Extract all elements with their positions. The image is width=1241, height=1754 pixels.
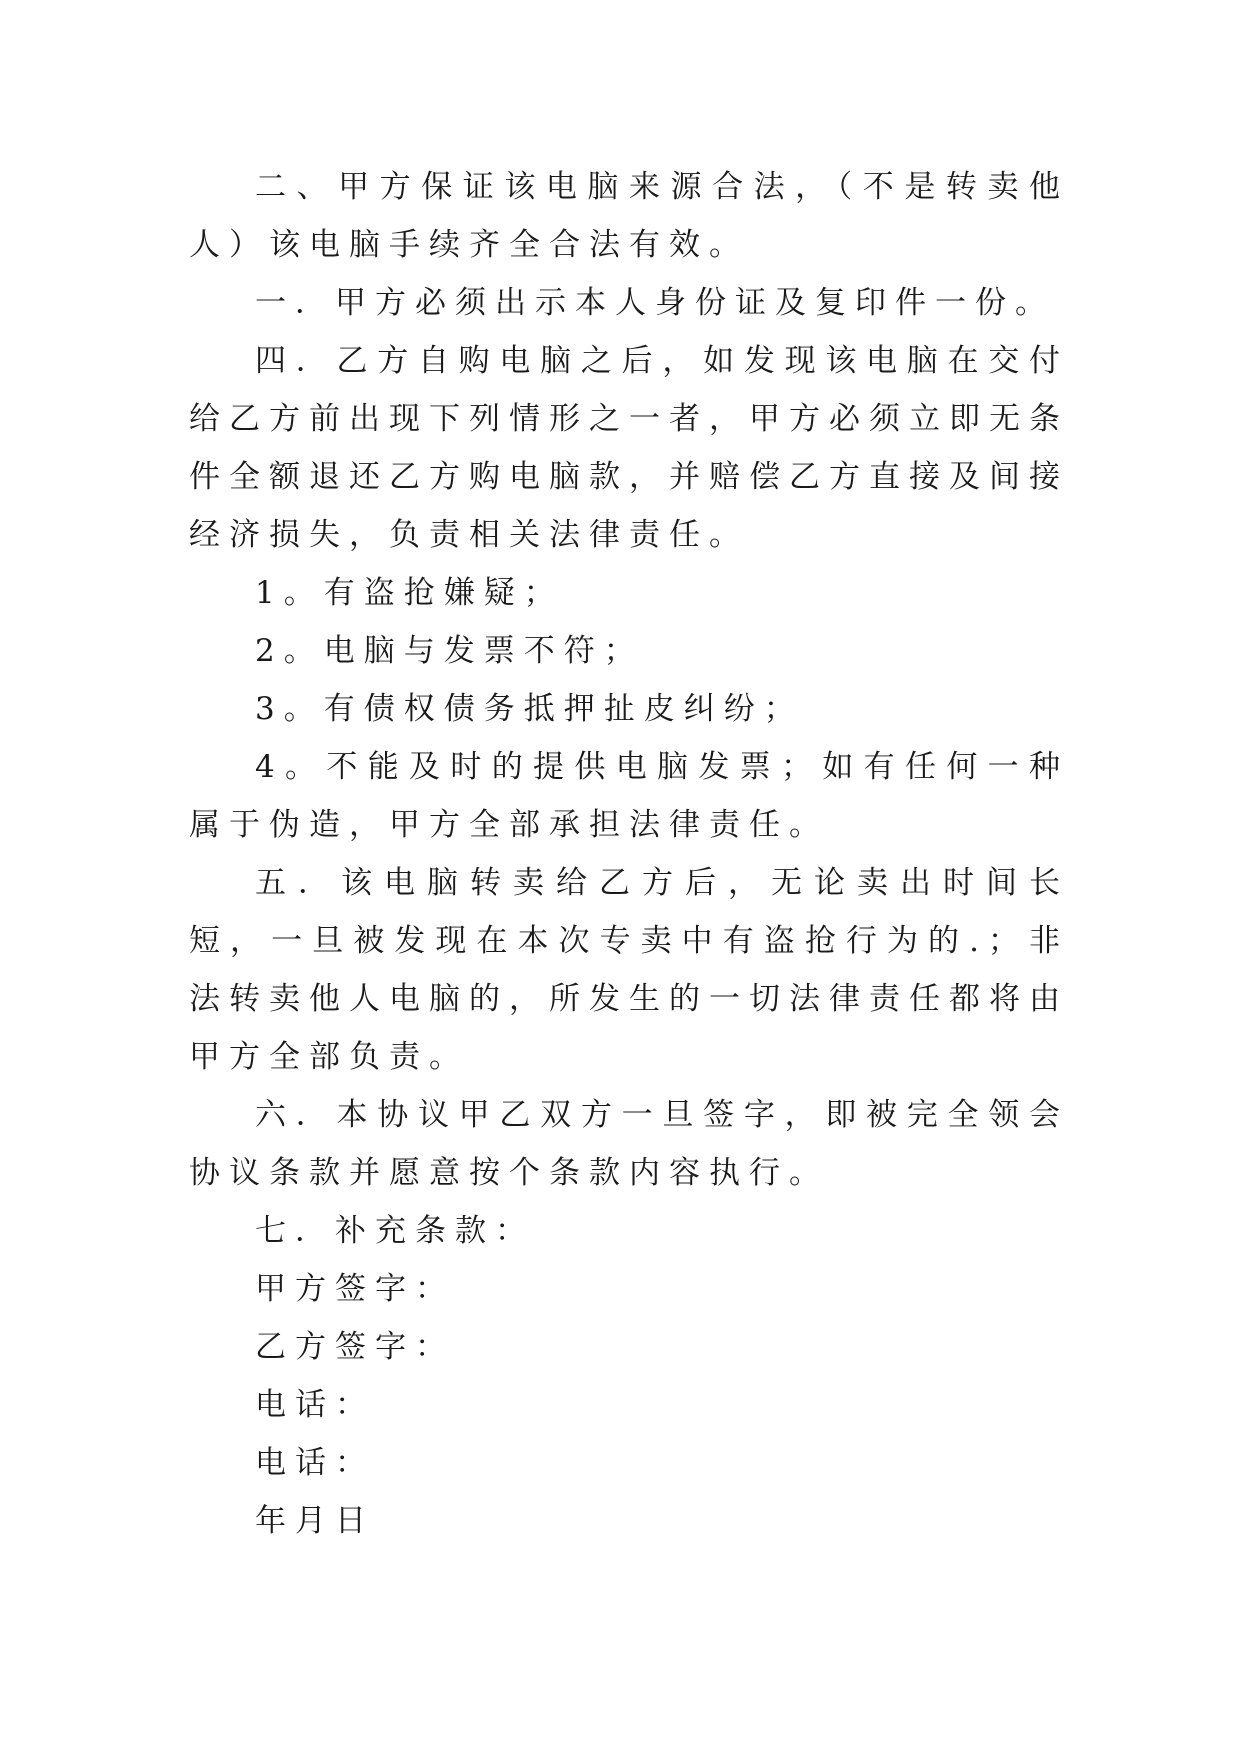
condition-item-2: 2。电脑与发票不符； [255, 633, 644, 669]
clause-6-agreement: 六．本协议甲乙双方一旦签字，即被完全领会协议条款并愿意按个条款内容执行。 [189, 1097, 1069, 1191]
contract-body [189, 158, 1069, 1550]
clause-4-refund-conditions: 四．乙方自购电脑之后，如发现该电脑在交付给乙方前出现下列情形之一者，甲方必须立即无条件全额退还乙方购电脑款，并赔偿乙方直接及间接经济损失，负责相关法律责任。 [189, 343, 1069, 553]
date-label: 年月日 [255, 1503, 375, 1539]
clause-2-legal-source: 二、甲方保证该电脑来源合法，（不是转卖他人）该电脑手续齐全合法有效。 [189, 169, 1069, 263]
condition-item-1: 1。有盗抢嫌疑； [255, 575, 564, 611]
party-b-signature-label: 乙方签字： [255, 1329, 455, 1365]
clause-7-supplementary: 七．补充条款： [255, 1213, 535, 1249]
party-a-signature-label: 甲方签字： [255, 1271, 455, 1307]
condition-item-4: 4。不能及时的提供电脑发票；如有任何一种属于伪造，甲方全部承担法律责任。 [189, 749, 1069, 843]
phone-label-b: 电话： [255, 1445, 375, 1481]
clause-1-id-requirement: 一．甲方必须出示本人身份证及复印件一份。 [255, 285, 1055, 321]
condition-item-3: 3。有债权债务抵押扯皮纠纷； [255, 691, 804, 727]
phone-label-a: 电话： [255, 1387, 375, 1423]
clause-5-liability: 五．该电脑转卖给乙方后，无论卖出时间长短，一旦被发现在本次专卖中有盗抢行为的.；非法转卖他人电脑的，所发生的一切法律责任都将由甲方全部负责。 [189, 865, 1069, 1075]
